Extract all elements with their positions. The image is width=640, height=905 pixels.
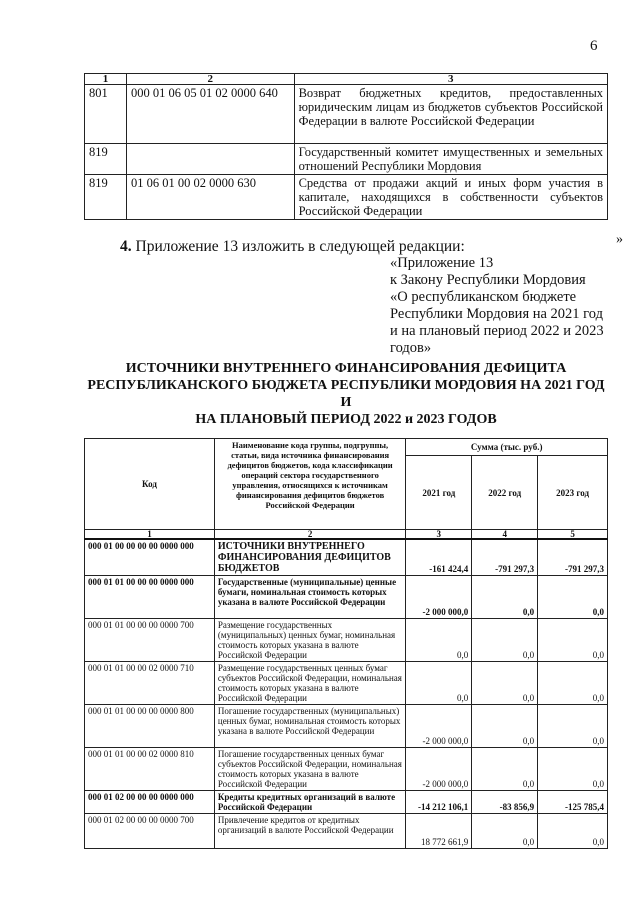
budget-code: 000 01 01 00 00 00 0000 800 [85,705,215,748]
annex-line: и на плановый период 2022 и 2023 [390,323,604,339]
budget-code: 000 01 02 00 00 00 0000 700 [85,814,215,849]
budget-code: 000 01 01 00 00 02 0000 810 [85,748,215,791]
amount-2023: 0,0 [538,619,608,662]
table-row [85,144,608,175]
source-name: Государственный комитет имущественных и земельных отношений Республики Мордовия [294,144,607,175]
admin-code: 819 [85,144,127,175]
amendment-paragraph [120,238,465,256]
table-header-row [85,439,608,456]
amount-2021: 0,0 [406,662,472,705]
amount-2021: 18 772 661,9 [406,814,472,849]
source-name: Погашение государственных (муниципальных) ценных бумаг, номинальная стоимость которых указана в валюте Российской Федерации [214,705,405,748]
title-line: РЕСПУБЛИКАНСКОГО БЮДЖЕТА РЕСПУБЛИКИ МОРДОВИЯ НА 2021 ГОД И [87,378,605,410]
column-number: 4 [472,530,538,540]
table-row [85,814,608,849]
source-name: Средства от продажи акций и иных форм участия в капитале, находящихся в собственности субъектов Российской Федерации [294,175,607,220]
amount-2022: 0,0 [472,576,538,619]
amount-2021: -2 000 000,0 [406,576,472,619]
name-header: Наименование кода группы, подгруппы, статьи, вида источника финансирования дефицитов бюджетов, кода классификации операций сектора государственного управления, относящихся к источникам финансирования дефицитов бюджетов Российской Федерации [214,439,405,530]
table-row [85,705,608,748]
year-2021-header: 2021 год [406,456,472,530]
column-number: 3 [406,530,472,540]
table-row [85,576,608,619]
source-name: Привлечение кредитов от кредитных организаций в валюте Российской Федерации [214,814,405,849]
budget-code: 000 01 01 00 00 00 0000 000 [85,576,215,619]
source-name: Погашение государственных ценных бумаг субъектов Российской Федерации, номинальная стоимость которых указана в валюте Российской Федерации [214,748,405,791]
year-2023-header: 2023 год [538,456,608,530]
admin-code: 819 [85,175,127,220]
amount-2022: -83 856,9 [472,791,538,814]
annex-reference [390,255,620,357]
column-number: 5 [538,530,608,540]
table-header-row [85,74,608,85]
source-name: Размещение государственных ценных бумаг субъектов Российской Федерации, номинальная стоимость которых указана в валюте Российской Федерации [214,662,405,705]
budget-code: 000 01 02 00 00 00 0000 000 [85,791,215,814]
financing-sources-table [84,438,608,849]
amount-2023: -791 297,3 [538,539,608,576]
year-2022-header: 2022 год [472,456,538,530]
closing-quote: » [616,232,623,247]
table-row [85,791,608,814]
source-name: Кредиты кредитных организаций в валюте Российской Федерации [214,791,405,814]
paragraph-text: Приложение 13 изложить в следующей редакции: [135,238,465,255]
budget-code: 000 01 00 00 00 00 0000 000 [85,539,215,576]
annex-line: Республики Мордовия на 2021 год [390,306,603,322]
column-number: 2 [214,530,405,540]
amount-2023: 0,0 [538,705,608,748]
amount-2022: -791 297,3 [472,539,538,576]
amount-2021: 0,0 [406,619,472,662]
paragraph-number: 4. [120,238,132,255]
column-numbers-row [85,530,608,540]
table-row [85,85,608,144]
annex-line: «О республиканском бюджете [390,289,577,305]
source-name: Возврат бюджетных кредитов, предоставленных юридическим лицам из бюджетов субъектов Российской Федерации в валюте Российской Федерации [294,85,607,144]
document-title [84,360,608,428]
sources-admin-table [84,73,608,220]
table-row [85,662,608,705]
source-name: Государственные (муниципальные) ценные бумаги, номинальная стоимость которых указана в валюте Российской Федерации [214,576,405,619]
budget-code: 000 01 01 00 00 02 0000 710 [85,662,215,705]
table-row [85,619,608,662]
amount-2022: 0,0 [472,748,538,791]
table-row [85,175,608,220]
source-name: Размещение государственных (муниципальных) ценных бумаг, номинальная стоимость которых указана в валюте Российской Федерации [214,619,405,662]
title-line: ИСТОЧНИКИ ВНУТРЕННЕГО ФИНАНСИРОВАНИЯ ДЕФИЦИТА [125,361,567,376]
table-row [85,539,608,576]
admin-code: 801 [85,85,127,144]
annex-line: «Приложение 13 [390,255,494,271]
table-row [85,748,608,791]
amount-2023: 0,0 [538,576,608,619]
code-header: Код [85,439,215,530]
sum-header: Сумма (тыс. руб.) [406,439,608,456]
amount-2021: -161 424,4 [406,539,472,576]
title-line: НА ПЛАНОВЫЙ ПЕРИОД 2022 и 2023 ГОДОВ [195,412,497,427]
amount-2022: 0,0 [472,705,538,748]
source-name: ИСТОЧНИКИ ВНУТРЕННЕГО ФИНАНСИРОВАНИЯ ДЕФИЦИТОВ БЮДЖЕТОВ [214,539,405,576]
amount-2022: 0,0 [472,814,538,849]
amount-2021: -2 000 000,0 [406,705,472,748]
source-code: 000 01 06 05 01 02 0000 640 [126,85,294,144]
amount-2021: -14 212 106,1 [406,791,472,814]
amount-2021: -2 000 000,0 [406,748,472,791]
source-code: 01 06 01 00 02 0000 630 [126,175,294,220]
column-number: 1 [85,74,127,85]
amount-2023: 0,0 [538,748,608,791]
annex-line: годов» [390,340,432,356]
column-number: 3 [294,74,607,85]
annex-line: к Закону Республики Мордовия [390,272,586,288]
page-number: 6 [590,38,598,54]
amount-2023: -125 785,4 [538,791,608,814]
amount-2022: 0,0 [472,662,538,705]
source-code [126,144,294,175]
budget-code: 000 01 01 00 00 00 0000 700 [85,619,215,662]
amount-2023: 0,0 [538,814,608,849]
column-number: 1 [85,530,215,540]
amount-2022: 0,0 [472,619,538,662]
amount-2023: 0,0 [538,662,608,705]
column-number: 2 [126,74,294,85]
